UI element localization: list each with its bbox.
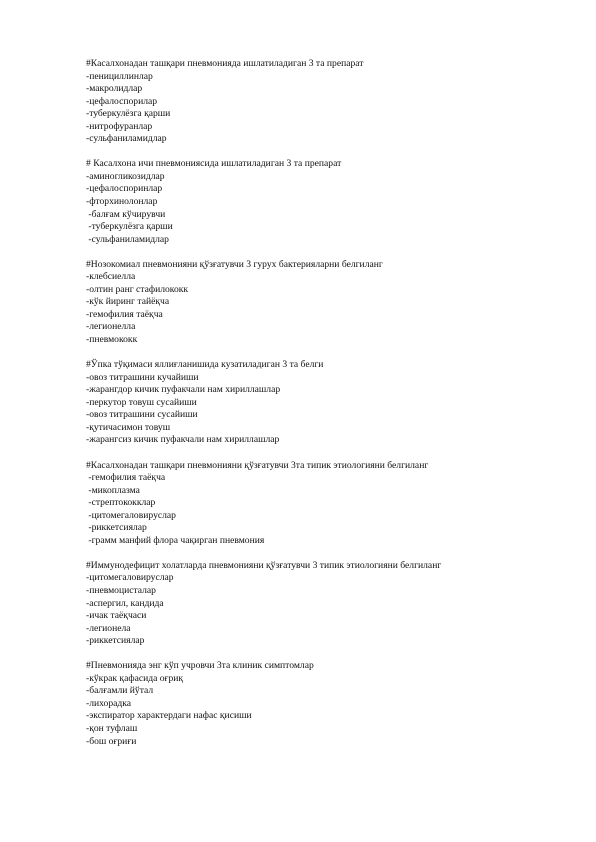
- list-item: -олтин ранг стафилококк: [86, 283, 189, 295]
- list-item: -пневмококк: [86, 334, 138, 346]
- list-item: -фторхинолонлар: [86, 196, 158, 208]
- list-item: -туберкулёзга қарши: [86, 221, 173, 233]
- section-7: [86, 660, 556, 748]
- section-2: [86, 158, 556, 246]
- list-item: -перкутор товуш сусайиши: [86, 396, 197, 408]
- list-item: -пенициллинлар: [86, 70, 153, 82]
- list-item: -балғамли йўтал: [86, 685, 154, 697]
- section-5: [86, 460, 556, 548]
- list-item: -сульфаниламидлар: [86, 233, 169, 245]
- section-heading: #Иммунодефицит холатларда пневмонияни қўзғатувчи 3 типик этиологияни белгиланг: [86, 559, 442, 571]
- list-item: -риккетсиялар: [86, 635, 145, 647]
- section-6: [86, 560, 556, 648]
- list-item: -легионела: [86, 622, 131, 634]
- list-item: -туберкулёзга қарши: [86, 108, 171, 120]
- list-item: -кўк йиринг тайёқча: [86, 296, 170, 308]
- list-item: -лихорадка: [86, 697, 132, 709]
- list-item: -аминогликозидлар: [86, 170, 165, 182]
- list-item: -клебсиелла: [86, 271, 136, 283]
- list-item: -гемофилия таёқча: [86, 472, 166, 484]
- section-heading: #Касалхонадан ташқари пневмонияда ишлатиладиган 3 та препарат: [86, 58, 364, 69]
- list-item: -грамм манфий флора чақирган пневмония: [86, 534, 265, 546]
- list-item: -жарангдор кичик пуфакчали нам хириллашлар: [86, 384, 281, 396]
- list-item: -овоз титрашини сусайиши: [86, 409, 198, 421]
- list-item: -овоз титрашини кучайиши: [86, 371, 199, 383]
- list-item: -қон туфлаш: [86, 722, 138, 734]
- list-item: -гемофилия таёқча: [86, 308, 163, 320]
- section-heading: #Ўпка тўқимаси яллиғланишида кузатиладиган 3 та белги: [86, 359, 324, 371]
- list-item: -ичак таёқчаси: [86, 610, 147, 622]
- list-item: -цефалоспорилар: [86, 95, 158, 107]
- list-item: -балғам кўчирувчи: [86, 208, 166, 220]
- list-item: -микоплазма: [86, 484, 140, 496]
- list-item: -сульфаниламидлар: [86, 133, 167, 145]
- section-3: [86, 259, 556, 347]
- list-item: -макролидлар: [86, 83, 143, 95]
- list-item: -кўкрак қафасида оғриқ: [86, 672, 184, 684]
- list-item: -бош оғриғи: [86, 735, 137, 747]
- list-item: -жарангсиз кичик пуфакчали нам хириллашлар: [86, 434, 280, 446]
- section-heading: #Нозокомиал пневмонияни қўзғатувчи 3 гурух бактерияларни белгиланг: [86, 258, 383, 270]
- list-item: -цитомегаловируслар: [86, 572, 174, 584]
- list-item: -экспиратор характердаги нафас қисиши: [86, 710, 252, 722]
- list-item: -пневмоцисталар: [86, 584, 156, 596]
- section-4: [86, 359, 556, 447]
- list-item: -нитрофуранлар: [86, 120, 153, 132]
- section-heading: # Касалхона ичи пневмониясида ишлатиладиган 3 та препарат: [86, 158, 342, 170]
- section-1: [86, 58, 556, 146]
- document-body: [86, 58, 556, 761]
- section-heading: #Касалхонадан ташқари пневмонияни қўзғатувчи 3та типик этиологияни белгиланг: [86, 459, 429, 471]
- section-heading: #Пневмонияда энг кўп учровчи 3та клиник симптомлар: [86, 660, 314, 672]
- list-item: -қутичасимон товуш: [86, 421, 171, 433]
- list-item: -цефалоспоринлар: [86, 183, 163, 195]
- list-item: -риккетсиялар: [86, 522, 147, 534]
- list-item: -аспергил, кандида: [86, 597, 164, 609]
- list-item: -стрептококклар: [86, 497, 156, 509]
- list-item: -цитомегаловируслар: [86, 509, 176, 521]
- list-item: -легионелла: [86, 321, 136, 333]
